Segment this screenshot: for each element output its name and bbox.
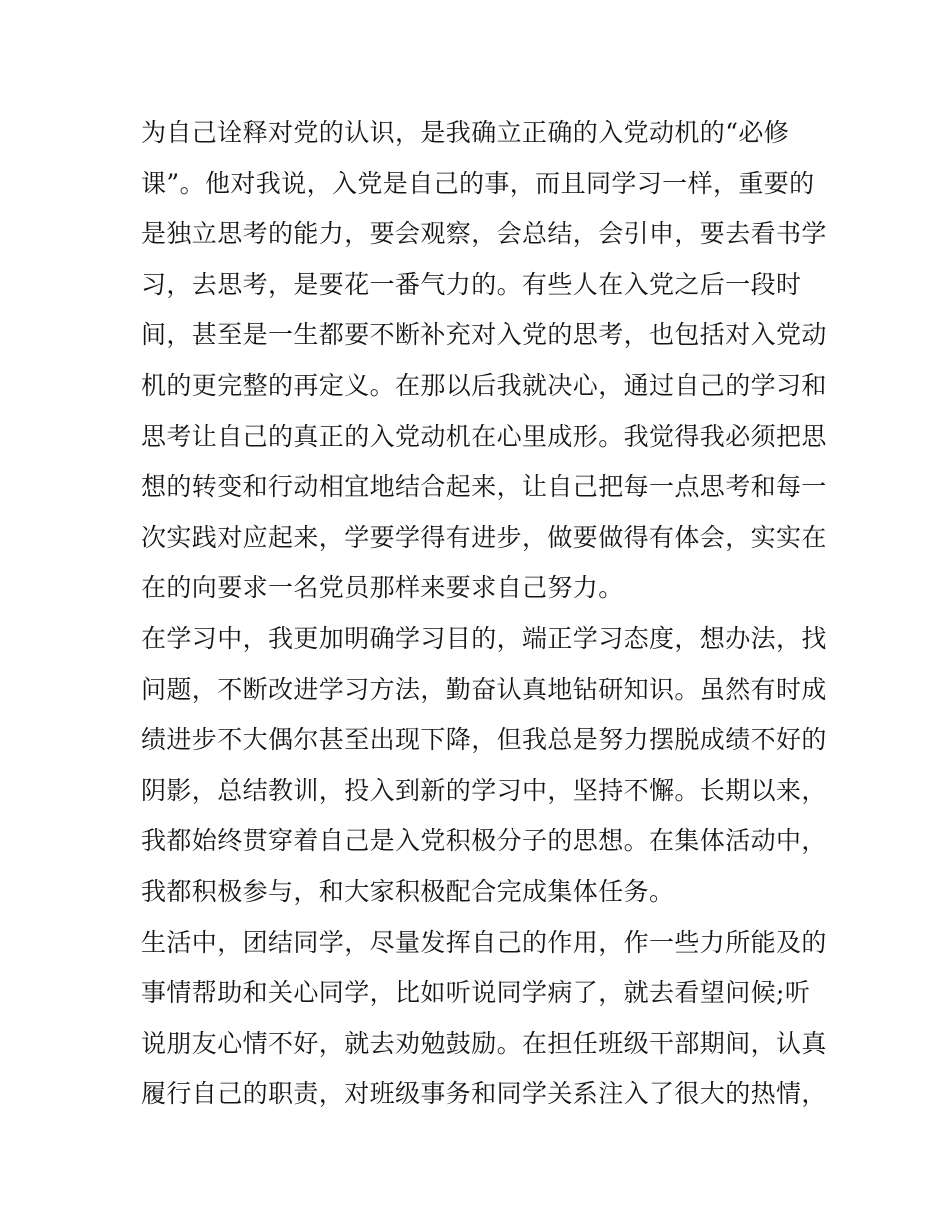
text-line: 想的转变和行动相宜地结合起来，让自己把每一点思考和每一 [141,472,827,502]
text-line: 机的更完整的再定义。在那以后我就决心，通过自己的学习和 [141,370,827,400]
text-line: 生活中，团结同学，尽量发挥自己的作用，作一些力所能及的 [141,927,827,957]
text-line: 我都积极参与，和大家积极配合完成集体任务。 [141,876,675,906]
text-line: 在的向要求一名党员那样来要求自己努力。 [141,573,624,603]
text-line: 说朋友心情不好，就去劝勉鼓励。在担任班级干部期间，认真 [141,1028,827,1058]
text-line: 履行自己的职责，对班级事务和同学关系注入了很大的热情， [141,1079,827,1109]
text-line: 习，去思考，是要花一番气力的。有些人在入党之后一段时 [141,269,802,299]
text-line: 绩进步不大偶尔甚至出现下降，但我总是努力摆脱成绩不好的 [141,725,827,755]
text-line: 间，甚至是一生都要不断补充对入党的思考，也包括对入党动 [141,320,827,350]
text-line: 思考让自己的真正的入党动机在心里成形。我觉得我必须把思 [141,421,827,451]
text-line: 为自己诠释对党的认识，是我确立正确的入党动机的“必修 [141,118,790,147]
text-line: 事情帮助和关心同学，比如听说同学病了，就去看望问候;听 [141,978,811,1008]
text-line: 在学习中，我更加明确学习目的，端正学习态度，想办法，找 [141,623,827,653]
text-line: 我都始终贯穿着自己是入党积极分子的思想。在集体活动中， [141,826,827,856]
body-text [141,108,827,1120]
text-line: 阴影，总结教训，投入到新的学习中，坚持不懈。长期以来， [141,775,827,805]
text-line: 课”。他对我说，入党是自己的事，而且同学习一样，重要的 [141,168,815,198]
text-line: 次实践对应起来，学要学得有进步，做要做得有体会，实实在 [141,522,827,552]
text-line: 是独立思考的能力，要会观察，会总结，会引申，要去看书学 [141,219,827,249]
text-line: 问题，不断改进学习方法，勤奋认真地钻研知识。虽然有时成 [141,674,827,704]
